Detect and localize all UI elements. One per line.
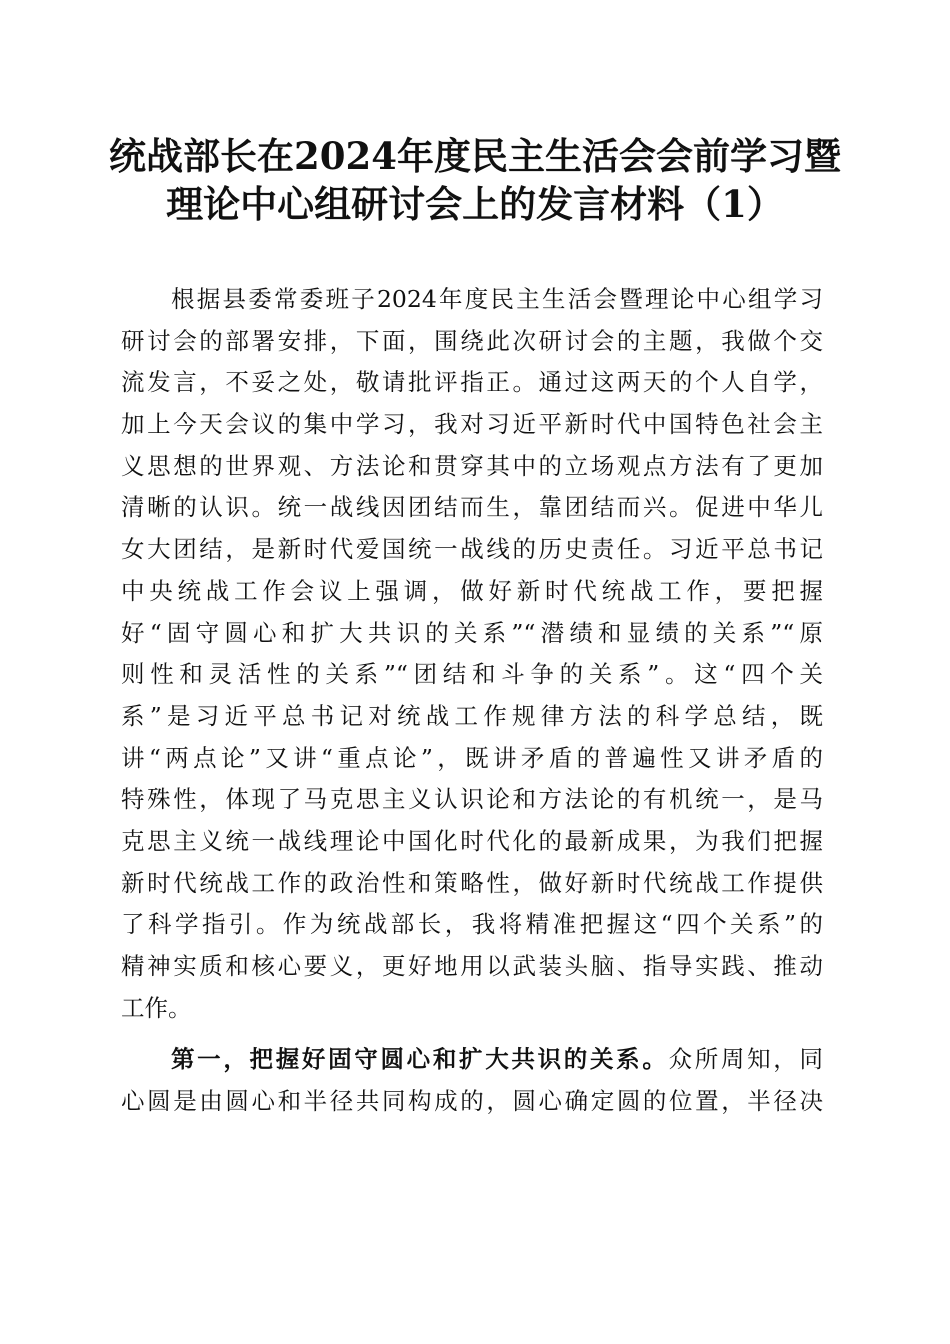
text-line: 根据县委常委班子2024年度民主生活会暨理论中心组学习 (171, 285, 823, 313)
text-line: 则性和灵活性的关系”“团结和斗争的关系”。这“四个关 (121, 660, 823, 689)
text-line: 心圆是由圆心和半径共同构成的，圆心确定圆的位置，半径决 (121, 1087, 823, 1116)
document-title (100, 132, 850, 228)
text-line: 加上今天会议的集中学习，我对习近平新时代中国特色社会主 (121, 410, 823, 439)
text-line: 中央统战工作会议上强调，做好新时代统战工作，要把握 (121, 576, 823, 605)
text-line: 好“固守圆心和扩大共识的关系”“潜绩和显绩的关系”“原 (121, 618, 823, 647)
text-line: 研讨会的部署安排，下面，围绕此次研讨会的主题，我做个交 (121, 326, 823, 355)
text-line: 工作。 (121, 993, 192, 1022)
text-line: 流发言，不妥之处，敬请批评指正。通过这两天的个人自学， (121, 368, 823, 397)
text-line: 精神实质和核心要义，更好地用以武装头脑、指导实践、推动 (121, 952, 823, 980)
paragraph-2 (121, 1039, 823, 1122)
text-line: 了科学指引。作为统战部长，我将精准把握这“四个关系”的 (121, 910, 823, 939)
text-line: 新时代统战工作的政治性和策略性，做好新时代统战工作提供 (121, 868, 823, 897)
paragraph-1 (121, 279, 823, 1029)
text-line: 清晰的认识。统一战线因团结而生，靠团结而兴。促进中华儿 (121, 493, 823, 522)
text-line: 克思主义统一战线理论中国化时代化的最新成果，为我们把握 (121, 826, 823, 855)
text-line: 特殊性，体现了马克思主义认识论和方法论的有机统一，是马 (121, 785, 823, 814)
title-line-2: 理论中心组研讨会上的发言材料（1） (166, 182, 784, 226)
text-segment: 众所周知，同 (668, 1045, 823, 1074)
text-line: 系”是习近平总书记对统战工作规律方法的科学总结，既 (121, 701, 823, 730)
text-line (121, 1039, 823, 1081)
text-line: 义思想的世界观、方法论和贯穿其中的立场观点方法有了更加 (121, 451, 823, 480)
text-line: 女大团结，是新时代爱国统一战线的历史责任。习近平总书记 (121, 535, 823, 564)
paragraph-spacer (121, 1029, 823, 1039)
document-body (121, 279, 823, 1123)
title-line-1: 统战部长在2024年度民主生活会会前学习暨 (109, 134, 841, 178)
text-line: 讲“两点论”又讲“重点论”，既讲矛盾的普遍性又讲矛盾的 (121, 743, 823, 772)
section-heading: 第一，把握好固守圆心和扩大共识的关系。 (171, 1045, 669, 1074)
